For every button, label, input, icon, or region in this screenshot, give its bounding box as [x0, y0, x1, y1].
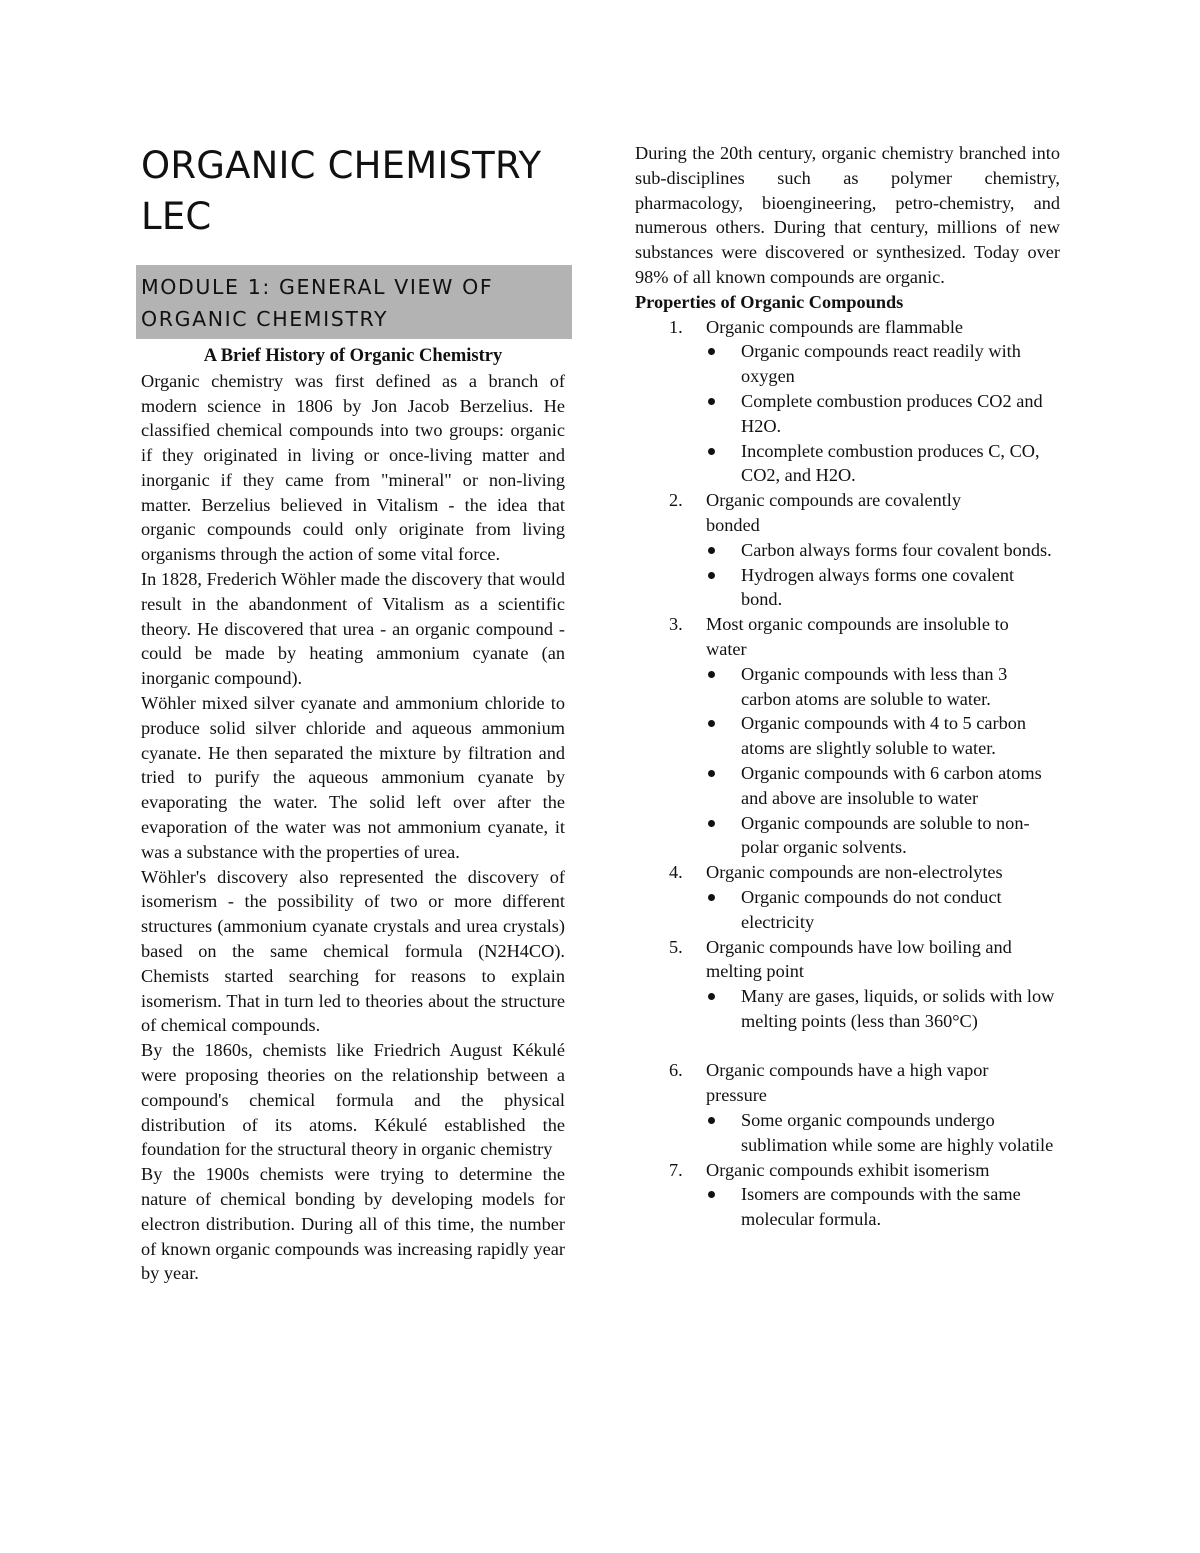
bullet-item — [706, 984, 1060, 1034]
bullet-text: Organic compounds do not conduct electricity — [741, 886, 1002, 932]
bullet-text: Some organic compounds undergo sublimation while some are highly volatile — [741, 1110, 1054, 1155]
property-item — [635, 612, 1060, 860]
properties-heading: Properties of Organic Compounds — [635, 291, 904, 312]
bullet-text: Carbon always forms four covalent bonds. — [741, 539, 1052, 560]
properties-list — [635, 315, 1060, 1232]
property-text: Organic compounds are flammable — [706, 316, 964, 337]
property-item — [635, 1058, 1060, 1157]
history-heading: A Brief History of Organic Chemistry — [203, 346, 503, 366]
bullet-item — [706, 389, 1060, 439]
bullet-item — [706, 538, 1060, 563]
bullet-item — [706, 439, 1060, 489]
bullet-item — [706, 339, 1060, 389]
bullet-item — [706, 761, 1060, 811]
property-text: Organic compounds exhibit isomerism — [706, 1159, 990, 1180]
bullet-item — [706, 885, 1060, 935]
property-text: Most organic compounds are insoluble to water — [706, 614, 1009, 659]
history-paragraph: By the 1900s chemists were trying to determine the nature of chemical bonding by developing models for electron distribution. During all of this time, the number of known organic compounds was increasing rapidly year by year. — [141, 1164, 565, 1284]
module-title: MODULE 1: GENERAL VIEW OF ORGANIC CHEMISTRY — [136, 265, 572, 339]
bullet-item — [706, 1182, 1060, 1232]
bullet-icon — [708, 993, 715, 1000]
bullet-icon — [708, 671, 715, 678]
document-title: ORGANIC CHEMISTRY LEC — [141, 144, 542, 238]
bullet-list — [706, 984, 1060, 1034]
bullet-item — [706, 711, 1060, 761]
history-paragraph: Wöhler mixed silver cyanate and ammonium chloride to produce solid silver chloride and aqueous ammonium cyanate. He then separated the mixture by filtration and tried to purify the aqueous ammonium cyanate by evaporating the water. The solid left over after the evaporation of the water was not ammonium cyanate, it was a substance with the properties of urea. — [141, 693, 565, 862]
bullet-text: Organic compounds with 4 to 5 carbon atoms are slightly soluble to water. — [741, 713, 1027, 759]
property-text: Organic compounds are covalently bonded — [706, 490, 962, 535]
bullet-icon — [708, 770, 715, 777]
bullet-item — [706, 1108, 1060, 1158]
item-number: 6. — [669, 1060, 683, 1081]
twentieth-century-paragraph: During the 20th century, organic chemistry branched into sub-disciplines such as polymer chemistry, pharmacology, bioengineering, petro-chemistry, and numerous others. During that century, millions of new substances were discovered or synthesized. Today over 98% of all known compounds are organic. — [635, 143, 1060, 287]
left-column — [141, 140, 565, 1286]
item-number: 2. — [669, 490, 683, 511]
bullet-text: Many are gases, liquids, or solids with low melting points (less than 360°C) — [741, 986, 1055, 1031]
property-item — [635, 860, 1060, 934]
bullet-icon — [708, 1191, 715, 1198]
bullet-icon — [708, 547, 715, 554]
history-paragraph: In 1828, Frederich Wöhler made the discovery that would result in the abandonment of Vitalism as a scientific theory. He discovered that urea - an organic compound - could be made by heating ammonium cyanate (an inorganic compound). — [141, 569, 565, 689]
bullet-text: Organic compounds with less than 3 carbon atoms are soluble to water. — [741, 663, 1008, 709]
property-text: Organic compounds have low boiling and melting point — [706, 936, 1012, 982]
property-item — [635, 1158, 1060, 1232]
bullet-list — [706, 1108, 1060, 1158]
item-number: 4. — [669, 862, 683, 883]
bullet-list — [706, 538, 1060, 612]
property-text: Organic compounds are non-electrolytes — [706, 862, 1003, 883]
bullet-list — [706, 1182, 1060, 1232]
bullet-icon — [708, 448, 715, 455]
bullet-text: Isomers are compounds with the same molecular formula. — [741, 1184, 1021, 1230]
history-paragraph: By the 1860s, chemists like Friedrich August Kékulé were proposing theories on the relationship between a compound's chemical formula and the physical distribution of its atoms. Kékulé established the foundation for the structural theory in organic chemistry — [141, 1040, 565, 1160]
bullet-icon — [708, 398, 715, 405]
bullet-item — [706, 563, 1060, 613]
bullet-list — [706, 662, 1060, 860]
bullet-icon — [708, 720, 715, 727]
bullet-text: Complete combustion produces CO2 and H2O. — [741, 390, 1043, 436]
item-number: 5. — [669, 936, 683, 957]
bullet-list — [706, 339, 1060, 488]
bullet-text: Organic compounds with 6 carbon atoms and above are insoluble to water — [741, 762, 1042, 808]
bullet-icon — [708, 348, 715, 355]
property-item — [635, 315, 1060, 489]
bullet-text: Incomplete combustion produces C, CO, CO2, and H2O. — [741, 440, 1040, 486]
bullet-icon — [708, 1117, 715, 1124]
bullet-text: Hydrogen always forms one covalent bond. — [741, 564, 1015, 610]
right-column — [635, 141, 1060, 1232]
property-text: Organic compounds have a high vapor pressure — [706, 1060, 989, 1106]
item-number: 7. — [669, 1159, 683, 1180]
item-number: 1. — [669, 316, 683, 337]
history-paragraph: Wöhler's discovery also represented the discovery of isomerism - the possibility of two or more different structures (ammonium cyanate crystals and urea crystals) based on the same chemical formula (N2H4CO). Chemists started searching for reasons to explain isomerism. That in turn led to theories about the structure of chemical compounds. — [141, 866, 565, 1036]
bullet-icon — [708, 894, 715, 901]
property-item — [635, 935, 1060, 1034]
bullet-item — [706, 662, 1060, 712]
history-paragraph: Organic chemistry was first defined as a branch of modern science in 1806 by Jon Jacob Berzelius. He classified chemical compounds into two groups: organic if they originated in living or once-living matter and inorganic if they came from "mineral" or non-living matter. Berzelius believed in Vitalism - the idea that organic compounds could only originate from living organisms through the action of some vital force. — [141, 370, 565, 565]
bullet-text: Organic compounds are soluble to non-polar organic solvents. — [741, 812, 1030, 858]
bullet-icon — [708, 820, 715, 827]
bullet-icon — [708, 572, 715, 579]
bullet-text: Organic compounds react readily with oxygen — [741, 341, 1021, 387]
item-number: 3. — [669, 614, 683, 635]
bullet-item — [706, 811, 1060, 861]
property-item — [635, 488, 1060, 612]
bullet-list — [706, 885, 1060, 935]
